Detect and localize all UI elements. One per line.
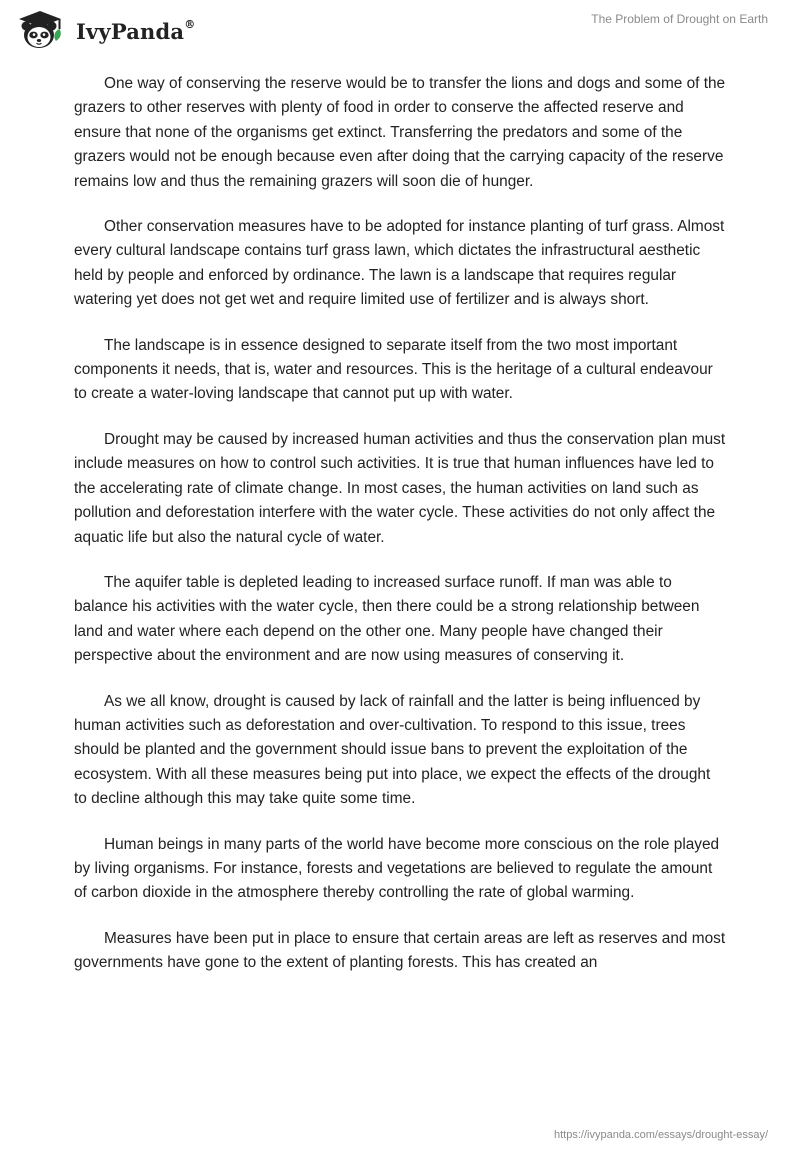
ivypanda-logo[interactable] [14, 10, 195, 50]
paragraph: Measures have been put in place to ensure that certain areas are left as reserves and most governments have gone to the extent of planting forests. This has created an [74, 929, 726, 972]
panda-graduate-icon [14, 10, 66, 50]
paragraph: The aquifer table is depleted leading to increased surface runoff. If man was able to balance his activities with the water cycle, then there could be a strong relationship between land and water where each depend on the other one. Many people have changed their perspective about the environment and are now using measures of conserving it. [74, 573, 700, 665]
brand-text: IvyPanda [76, 18, 185, 44]
document-title: The Problem of Drought on Earth [591, 12, 768, 26]
paragraph: As we all know, drought is caused by lack of rainfall and the latter is being influenced by human activities such as deforestation and over-cultivation. To respond to this issue, trees should be planted and the government should issue bans to prevent the exploitation of the ecosystem. With all these measures being put into place, we expect the effects of the drought to decline although this may take quite some time. [74, 692, 711, 808]
brand-name [76, 19, 195, 44]
paragraph: Human beings in many parts of the world have become more conscious on the role played by living organisms. For instance, forests and vegetations are believed to regulate the amount of carbon dioxide in the atmosphere thereby controlling the rate of global warming. [74, 835, 720, 902]
page-header [0, 0, 800, 60]
paragraph: Other conservation measures have to be adopted for instance planting of turf grass. Almost every cultural landscape contains turf grass lawn, which dictates the infrastructural aesthetic held by people and enforced by ordinance. The lawn is a landscape that requires regular watering yet does not get wet and require limited use of fertilizer and is always short. [74, 218, 725, 309]
paragraph: The landscape is in essence designed to separate itself from the two most important components it needs, that is, water and resources. This is the heritage of a cultural endeavour to create a water-loving landscape that cannot put up with water. [74, 336, 713, 403]
paragraph: Drought may be caused by increased human activities and thus the conservation plan must include measures on how to control such activities. It is true that human influences have led to the accelerating rate of climate change. In most cases, the human activities on land such as pollution and deforestation interfere with the water cycle. These activities do not only affect the aquatic life but also the natural cycle of water. [74, 430, 726, 546]
registered-mark: ® [184, 17, 196, 31]
source-url[interactable]: https://ivypanda.com/essays/drought-essay/ [554, 1129, 768, 1141]
paragraph: One way of conserving the reserve would be to transfer the lions and dogs and some of the grazers to other reserves with plenty of food in order to conserve the affected reserve and ensure that none of the organisms get extinct. Transferring the predators and some of the grazers would not be enough because even after doing that the carrying capacity of the reserve remains low and thus the remaining grazers will soon die of hunger. [74, 75, 726, 190]
essay-body [74, 72, 726, 997]
